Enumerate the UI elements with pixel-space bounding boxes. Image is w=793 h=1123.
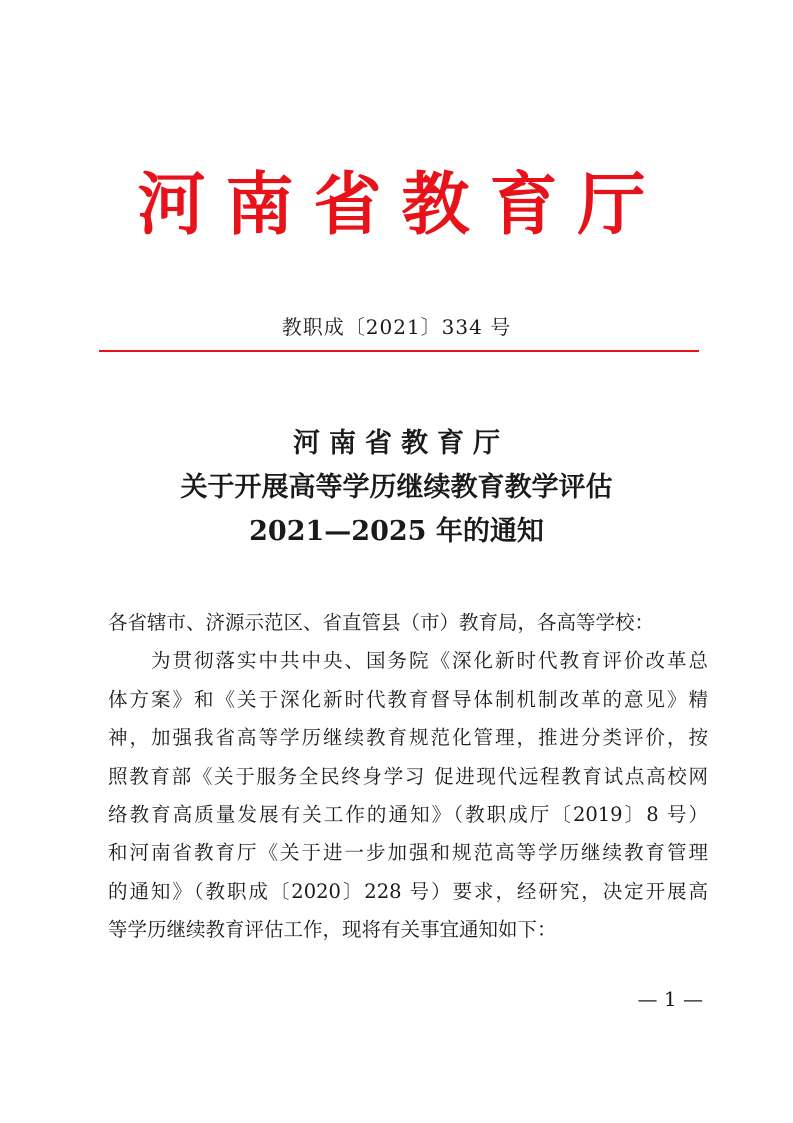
body-line: 等学历继续教育评估工作，现将有关事宜通知如下： <box>108 918 557 942</box>
title-line-period: 2021—2025 年的通知 <box>249 516 544 547</box>
red-divider-line <box>99 350 699 352</box>
salutation: 各省辖市、济源示范区、省直管县（市）教育局，各高等学校： <box>108 611 655 634</box>
body-line: 照教育部《关于服务全民终身学习 促进现代远程教育试点高校网 <box>108 764 708 788</box>
page-number: — 1 — <box>637 987 703 1011</box>
body-line: 体方案》和《关于深化新时代教育督导体制机制改革的意见》精 <box>108 687 708 711</box>
body-line: 和河南省教育厅《关于进一步加强和规范高等学历继续教育管理 <box>108 841 708 865</box>
body-line: 络教育高质量发展有关工作的通知》（教职成厅〔2019〕8 号） <box>108 802 708 826</box>
document-body <box>108 604 708 950</box>
body-line: 神，加强我省高等学历继续教育规范化管理，推进分类评价，按 <box>108 726 708 750</box>
title-line-subject: 关于开展高等学历继续教育教学评估 <box>180 472 613 503</box>
body-line: 的通知》（教职成〔2020〕228 号）要求，经研究，决定开展高 <box>108 879 708 903</box>
document-number: 教职成〔2021〕334 号 <box>281 315 512 339</box>
issuer-masthead: 河南省教育厅 <box>137 165 666 245</box>
document-title <box>0 422 793 554</box>
body-line: 为贯彻落实中共中央、国务院《深化新时代教育评价改革总 <box>108 649 708 673</box>
title-line-issuer: 河南省教育厅 <box>293 428 509 459</box>
